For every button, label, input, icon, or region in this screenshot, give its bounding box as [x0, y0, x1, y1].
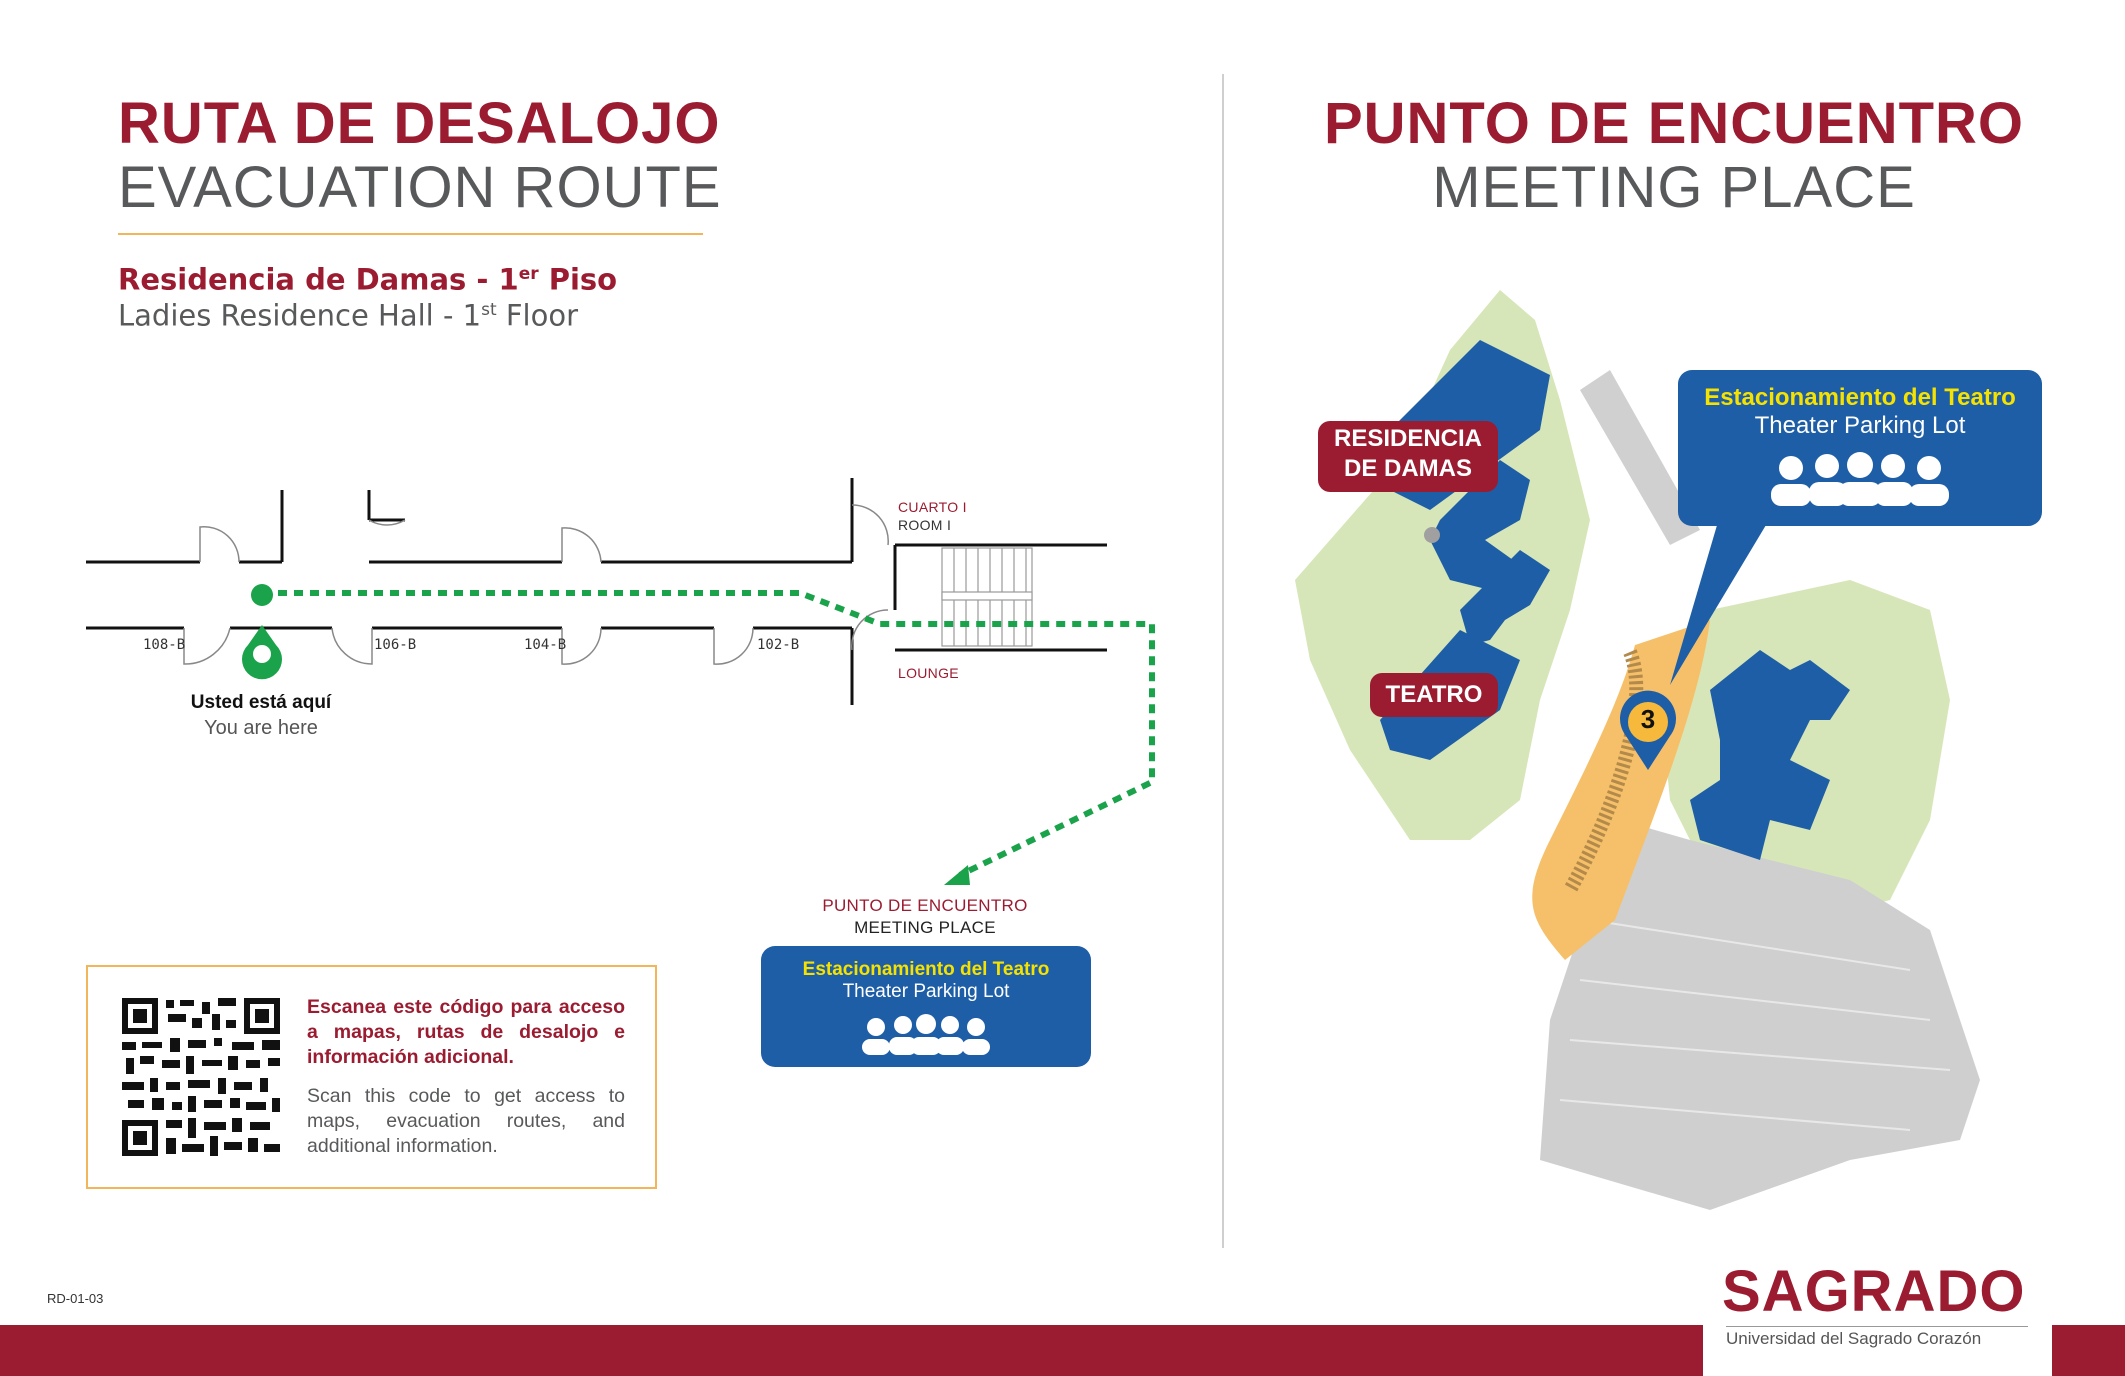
callout-lot-en: Theater Parking Lot — [1754, 412, 1966, 439]
meeting-callout — [1678, 370, 2042, 526]
lot-name-es: Estacionamiento del Teatro — [802, 959, 1050, 980]
footer-bar-right — [2052, 1325, 2125, 1376]
here-label-en: You are here — [204, 717, 318, 739]
meeting-label-en: MEETING PLACE — [854, 918, 996, 937]
room-label: ROOM I — [898, 517, 952, 533]
sagrado-logo: SAGRADO — [1722, 1259, 2026, 1324]
room-106b: 106-B — [374, 637, 417, 653]
here-dot-icon — [251, 584, 273, 606]
here-label-es: Usted está aquí — [190, 692, 332, 713]
lot-name-en: Theater Parking Lot — [842, 981, 1010, 1002]
room-102b: 102-B — [757, 637, 800, 653]
cuarto-label: CUARTO I — [898, 499, 967, 515]
people-group-icon — [1765, 448, 1955, 508]
center-divider — [1222, 74, 1224, 1248]
meeting-title-es: PUNTO DE ENCUENTRO — [1323, 91, 2025, 156]
label-residencia: RESIDENCIA DE DAMAS — [1318, 421, 1498, 492]
logo-rule — [1726, 1326, 2028, 1327]
marker-number: 3 — [1640, 704, 1656, 734]
evacuation-route — [262, 593, 1152, 875]
meeting-lot-card — [761, 946, 1091, 1067]
qr-text-en: Scan this code to get access to maps, evacuation routes, and additional information. — [307, 1085, 625, 1157]
building-es: Residencia de Damas - 1er Piso — [118, 262, 618, 297]
lounge-label: LOUNGE — [898, 665, 959, 681]
room-104b: 104-B — [524, 637, 567, 653]
room-108b: 108-B — [143, 637, 186, 653]
sagrado-subtitle: Universidad del Sagrado Corazón — [1726, 1329, 1982, 1348]
meeting-label-es: PUNTO DE ENCUENTRO — [822, 896, 1028, 915]
people-group-icon — [856, 1011, 996, 1057]
callout-pointer — [1660, 515, 1780, 690]
qr-text-es: Escanea este código para acceso a mapas, rutas de desalojo e información adicional. — [307, 996, 625, 1068]
qr-code[interactable] — [122, 998, 280, 1156]
floor-plan — [0, 0, 1220, 920]
building-en: Ladies Residence Hall - 1st Floor — [118, 298, 579, 333]
footer-bar-left — [0, 1325, 1703, 1376]
title-en: EVACUATION ROUTE — [118, 155, 722, 220]
document-code: RD-01-03 — [47, 1291, 104, 1306]
route-arrow-icon — [944, 865, 970, 885]
meeting-title-en: MEETING PLACE — [1432, 155, 1916, 220]
label-teatro: TEATRO — [1370, 673, 1498, 717]
title-es: RUTA DE DESALOJO — [118, 91, 721, 156]
callout-lot-es: Estacionamiento del Teatro — [1704, 384, 2016, 411]
